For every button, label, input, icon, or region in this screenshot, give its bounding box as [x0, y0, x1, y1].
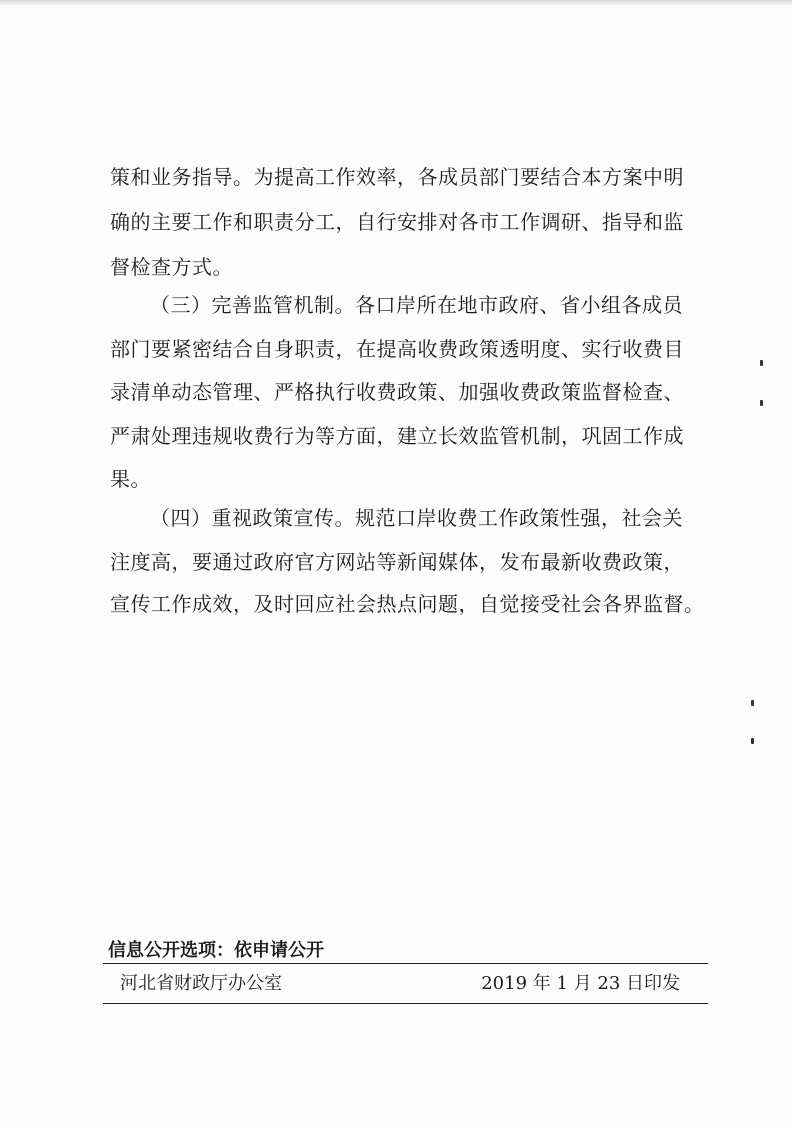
issuer-name: 河北省财政厅办公室 — [120, 973, 282, 994]
body-line-3: 督检查方式。 — [110, 255, 233, 279]
body-line-6: 录清单动态管理、严格执行收费政策、加强收费政策监督检查、 — [110, 380, 684, 404]
body-line-11: 宣传工作成效，及时回应社会热点问题，自觉接受社会各界监督。 — [110, 592, 705, 616]
issue-date: 2019 年 1 月 23 日印发 — [481, 973, 680, 994]
body-line-10: 注度高，要通过政府官方网站等新闻媒体，发布最新收费政策， — [110, 550, 684, 574]
disclosure-option: 信息公开选项：依申请公开 — [108, 940, 324, 961]
section-four-heading-line: （四）重视政策宣传。规范口岸收费工作政策性强，社会关 — [150, 506, 683, 530]
footer-rule-top — [103, 963, 708, 964]
scan-top-edge — [0, 0, 792, 6]
body-line-2: 确的主要工作和职责分工，自行安排对各市工作调研、指导和监 — [110, 210, 684, 234]
body-line-8: 果。 — [110, 467, 151, 491]
footer-rule-bottom — [103, 1003, 708, 1004]
binding-hole-mark — [760, 360, 763, 366]
binding-hole-mark — [751, 738, 754, 744]
body-line-5: 部门要紧密结合自身职责，在提高收费政策透明度、实行收费目 — [110, 337, 684, 361]
body-line-7: 严肃处理违规收费行为等方面，建立长效监管机制，巩固工作成 — [110, 424, 684, 448]
binding-hole-mark — [751, 700, 754, 706]
body-line-1: 策和业务指导。为提高工作效率，各成员部门要结合本方案中明 — [110, 165, 684, 189]
section-three-heading-line: （三）完善监管机制。各口岸所在地市政府、省小组各成员 — [150, 293, 683, 317]
binding-hole-mark — [760, 400, 763, 406]
